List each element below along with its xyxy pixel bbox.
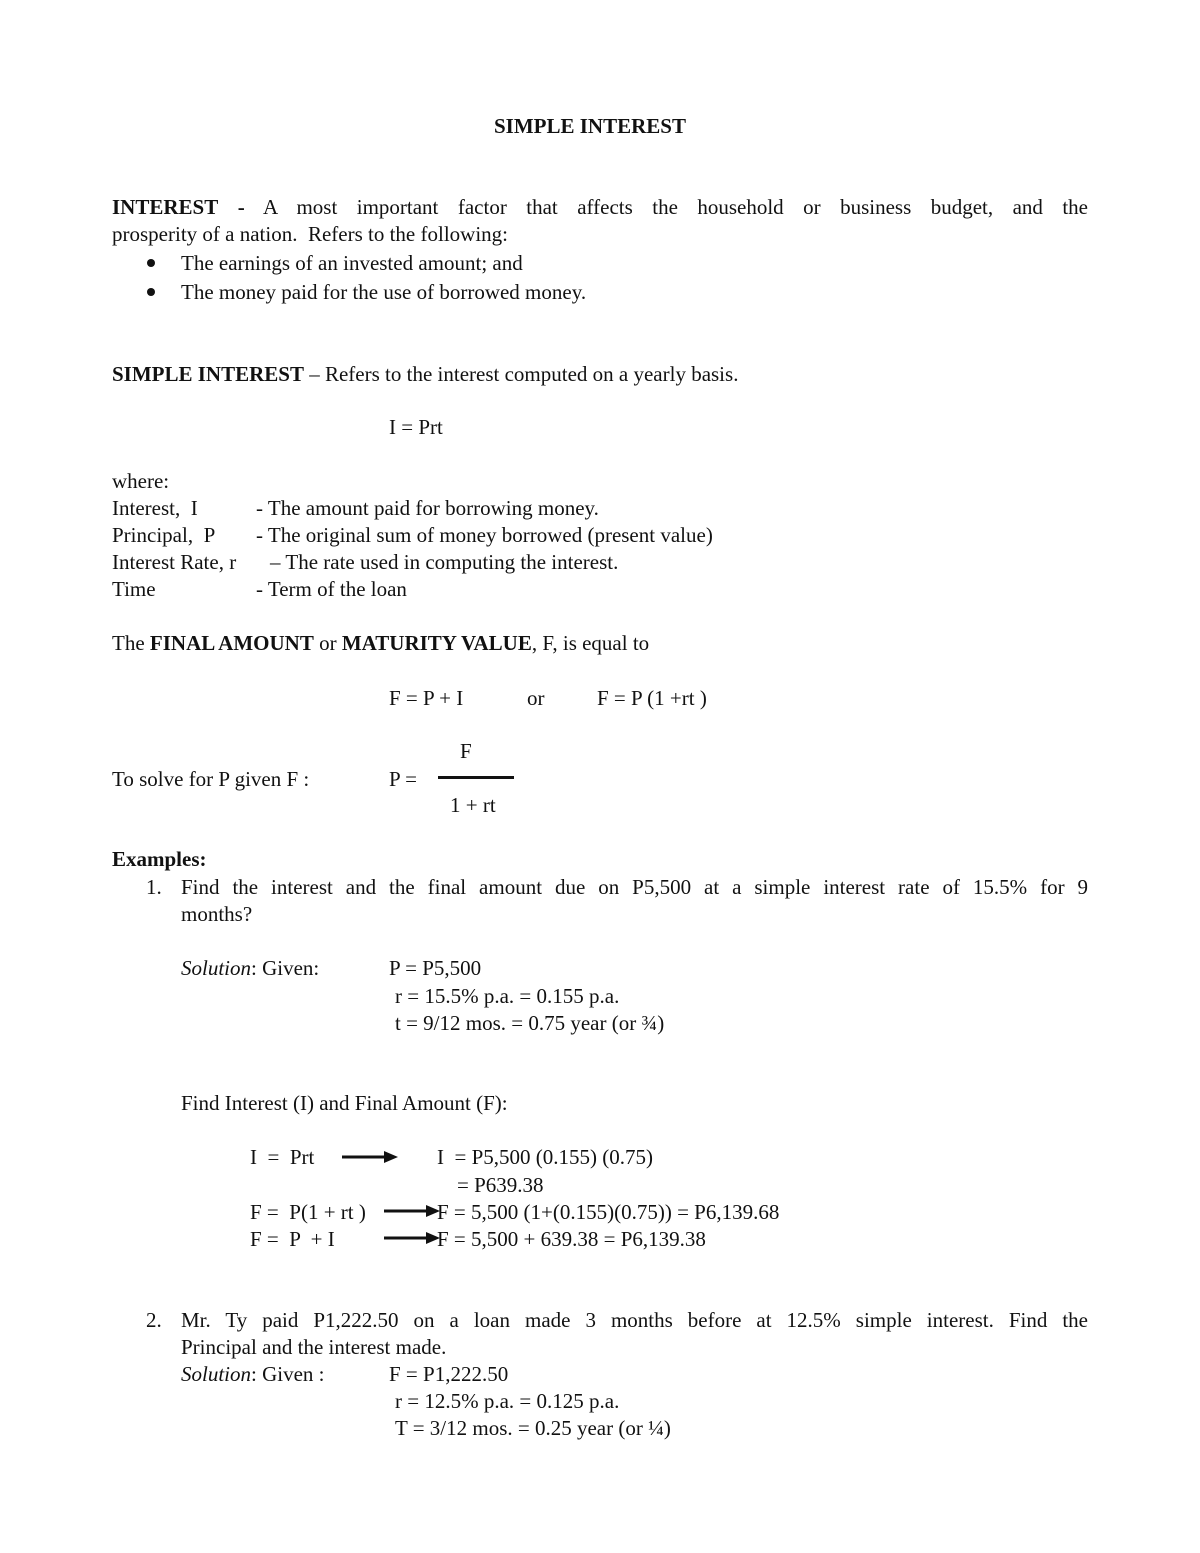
solve-for-p-label: To solve for P given F : <box>112 767 310 791</box>
solution-word: Solution <box>181 1362 252 1386</box>
bullet-dot <box>147 288 155 296</box>
example-question-line2: months? <box>181 902 253 926</box>
interest-dash: - <box>237 195 245 219</box>
step-right: = P639.38 <box>457 1173 544 1197</box>
interest-definition-text: A most important factor that affects the household or business budget, and the <box>262 195 1089 219</box>
variable-desc: – The rate used in computing the interest. <box>270 550 619 574</box>
variable-name: Principal, P <box>112 523 216 547</box>
final-amount-prefix: The <box>112 631 150 655</box>
variable-desc: - The amount paid for borrowing money. <box>256 496 599 520</box>
interest-definition-line1 <box>112 197 1088 218</box>
example-question-line2: Principal and the interest made. <box>181 1335 447 1359</box>
step-right: F = 5,500 + 639.38 = P6,139.38 <box>437 1227 706 1251</box>
solution-label <box>181 1364 325 1385</box>
given-value: r = 15.5% p.a. = 0.155 p.a. <box>395 984 620 1008</box>
final-amount-middle: or <box>313 631 342 655</box>
maturity-value-term: MATURITY VALUE <box>341 631 532 655</box>
step-right: F = 5,500 (1+(0.155)(0.75)) = P6,139.68 <box>437 1200 780 1224</box>
variable-desc: - The original sum of money borrowed (present value) <box>256 523 713 547</box>
given-value: F = P1,222.50 <box>389 1362 509 1386</box>
bullet-item: The earnings of an invested amount; and <box>181 251 523 275</box>
where-label: where: <box>112 469 170 493</box>
solution-label <box>181 958 319 979</box>
or-label: or <box>527 686 545 710</box>
step-left: I = Prt <box>250 1145 315 1169</box>
simple-interest-formula: I = Prt <box>389 415 443 439</box>
variable-name: Time <box>112 577 156 601</box>
step-right: I = P5,500 (0.155) (0.75) <box>437 1145 653 1169</box>
given-label: : Given: <box>251 956 320 980</box>
given-label: : Given : <box>251 1362 325 1386</box>
given-value: t = 9/12 mos. = 0.75 year (or ¾) <box>395 1011 665 1035</box>
final-amount-term: FINAL AMOUNT <box>149 631 314 655</box>
bullet-item: The money paid for the use of borrowed money. <box>181 280 587 304</box>
interest-definition-line2: prosperity of a nation. Refers to the following: <box>112 222 508 246</box>
variable-name: Interest, I <box>112 496 198 520</box>
final-amount-formula-2: F = P (1 +rt ) <box>597 686 707 710</box>
given-value: r = 12.5% p.a. = 0.125 p.a. <box>395 1389 620 1413</box>
arrow-right-icon <box>384 1204 444 1218</box>
final-amount-heading <box>112 633 649 654</box>
simple-interest-definition <box>112 364 738 385</box>
bullet-dot <box>147 259 155 267</box>
example-number: 1. <box>146 875 162 899</box>
interest-term: INTEREST <box>112 195 219 219</box>
page-title: SIMPLE INTEREST <box>494 114 686 138</box>
given-value: T = 3/12 mos. = 0.25 year (or ¼) <box>395 1416 671 1440</box>
given-value: P = P5,500 <box>389 956 482 980</box>
final-amount-formula-1: F = P + I <box>389 686 464 710</box>
variable-name: Interest Rate, r <box>112 550 237 574</box>
arrow-right-icon <box>384 1231 444 1245</box>
simple-interest-text: – Refers to the interest computed on a yearly basis. <box>303 362 739 386</box>
examples-heading: Examples: <box>112 847 207 871</box>
step-left: F = P + I <box>250 1227 335 1251</box>
example-question-line1: Mr. Ty paid P1,222.50 on a loan made 3 months before at 12.5% simple interest. Find the <box>181 1308 1088 1332</box>
example-question-line1: Find the interest and the final amount due on P5,500 at a simple interest rate of 15.5% for 9 <box>181 875 1088 899</box>
simple-interest-term: SIMPLE INTEREST <box>112 362 304 386</box>
variable-desc: - Term of the loan <box>256 577 407 601</box>
step-left: F = P(1 + rt ) <box>250 1200 366 1224</box>
fraction-denominator: 1 + rt <box>450 793 496 817</box>
fraction-numerator: F <box>460 739 472 763</box>
solution-word: Solution <box>181 956 252 980</box>
fraction-bar <box>438 776 514 779</box>
find-label: Find Interest (I) and Final Amount (F): <box>181 1091 508 1115</box>
p-equals: P = <box>389 767 417 791</box>
example-number: 2. <box>146 1308 162 1332</box>
arrow-right-icon <box>342 1150 402 1164</box>
final-amount-suffix: , F, is equal to <box>531 631 650 655</box>
